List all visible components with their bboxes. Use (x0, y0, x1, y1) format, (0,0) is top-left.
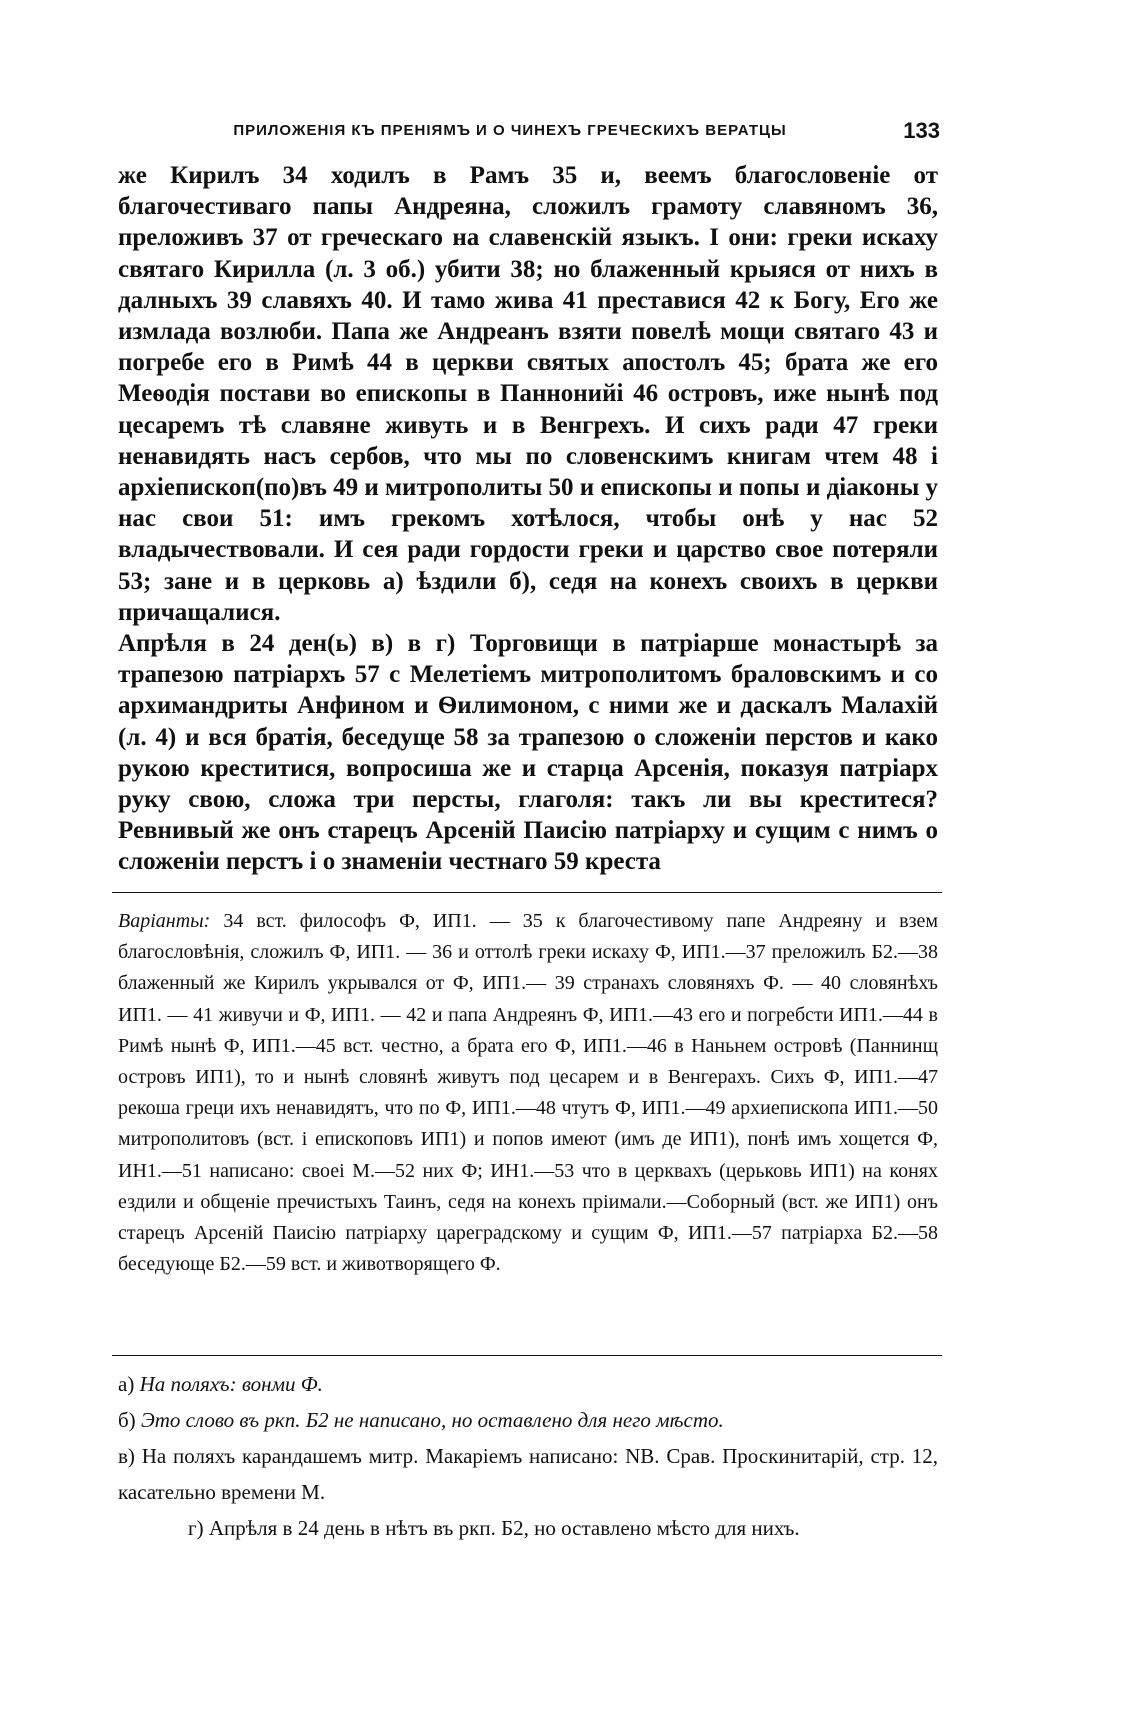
main-text-block (118, 160, 938, 878)
variants-label: Варіанты: (118, 910, 211, 932)
variants-divider (112, 892, 942, 893)
note-marker: в) (118, 1444, 135, 1468)
variants-content: 34 вст. философъ Ф, ИП1. — 35 к благочестивому папе Андреяну и взем благословѣнія, сложилъ Ф, ИП1. — 36 и оттолѣ греки искаху Ф, ИП1.—37 преложилъ Б2.—38 блаженный же Кирилъ укрывался от Ф, ИП1.— 39 странахъ словяняхъ Ф. — 40 словянѣхъ ИП1. — 41 живучи и Ф, ИП1. — 42 и папа Андреянъ Ф, ИП1.—43 его и погребсти ИП1.—44 в Римѣ нынѣ Ф, ИП1.—45 вст. честно, а брата его Ф, ИП1.—46 в Наньнем островѣ (Паннинщ островъ ИП1), то и нынѣ словянѣ живутъ под цесарем и в Венгерахъ. Сихъ Ф, ИП1.—47 рекоша греци ихъ ненавидятъ, что по Ф, ИП1.—48 чтутъ Ф, ИП1.—49 архиепископа ИП1.—50 митрополитовъ (вст. і епископовъ ИП1) и попов имеют (имъ де ИП1), понѣ имъ хощется Ф, ИН1.—51 написано: своеі М.—52 них Ф; ИН1.—53 что в церквахъ (церьковь ИП1) на конях ездили и общеніе пречистыхъ Таинъ, седя на конехъ пріимали.—Соборный (вст. же ИП1) онъ старецъ Арсеній Паисію патріарху цареградскому и сущим Ф, ИП1.—57 патріарха Б2.—58 беседующе Б2.—59 вст. и животворящего Ф. (118, 910, 938, 1276)
note-v (118, 1438, 938, 1510)
page-number: 133 (903, 118, 940, 143)
running-title: ПРИЛОЖЕНІЯ КЪ ПРЕНІЯМЪ И О ЧИНЕХЪ ГРЕЧЕСКИХЪ ВЕРАТЦЫ (233, 122, 787, 139)
note-text: Апрѣля в 24 день в нѣтъ въ ркп. Б2, но оставлено мѣсто для нихъ. (208, 1516, 800, 1540)
note-text: Это слово въ ркп. Б2 не написано, но оставлено для него мѣсто. (140, 1408, 724, 1432)
variant-readings (118, 906, 938, 1280)
note-a (118, 1366, 938, 1402)
variant-readings-text (118, 906, 938, 1280)
note-marker: а) (118, 1372, 135, 1396)
editorial-notes (118, 1366, 938, 1546)
notes-divider (112, 1355, 942, 1356)
note-text: На поляхъ: вонми Ф. (139, 1372, 323, 1396)
note-b (118, 1402, 938, 1438)
note-marker: б) (118, 1408, 136, 1432)
main-paragraph: же Кирилъ 34 ходилъ в Рамъ 35 и, веемъ благословеніе от благочестиваго папы Андреяна, сложилъ грамоту славяномъ 36, преложивъ 37 от греческаго на славенскій языкъ. І они: греки искаху святаго Кирилла (л. 3 об.) убити 38; но блаженный крыяся от нихъ в далныхъ 39 славяхъ 40. И тамо жива 41 преставися 42 к Богу, Его же измлада возлюби. Папа же Андреанъ взяти повелѣ мощи святаго 43 и погребе его в Римѣ 44 в церкви святых апостолъ 45; брата же его Меѳодія постави во епископы в Паннонийі 46 островъ, иже нынѣ под цесаремъ тѣ славяне живуть и в Венгрехъ. И сихъ ради 47 греки ненавидять насъ сербов, что мы по словенскимъ книгам чтем 48 і архіепископ(по)въ 49 и митрополиты 50 и епископы и попы и діаконы у нас свои 51: имъ грекомъ хотѣлося, чтобы онѣ у нас 52 владычествовали. И сея ради гордости греки и царство свое потеряли 53; зане и в церковь а) ѣздили б), седя на конехъ своихъ в церкви причащалися. (118, 162, 938, 626)
note-marker: г) (188, 1516, 204, 1540)
main-paragraph: Апрѣля в 24 ден(ь) в) в г) Торговищи в патріарше монастырѣ за трапезою патріархъ 57 с Мелетіемъ митрополитомъ браловскимъ и со архимандриты Анфином и Ѳилимоном, с ними же и даскалъ Малахій (л. 4) и вся братія, беседуще 58 за трапезою о сложеніи перстов и како рукою креститися, вопросиша же и старца Арсенія, показуя патріарх руку свою, сложа три персты, глаголя: такъ ли вы креститеся? Ревнивый же онъ старецъ Арсеній Паисію патріарху и сущим с нимъ о сложеніи перстъ і о знаменіи честнаго 59 креста (118, 630, 938, 876)
note-text: На поляхъ карандашемъ митр. Макаріемъ написано: NB. Срав. Проскинитарій, стр. 12, касательно времени М. (118, 1444, 939, 1504)
running-header (160, 116, 940, 156)
note-g (118, 1510, 938, 1546)
